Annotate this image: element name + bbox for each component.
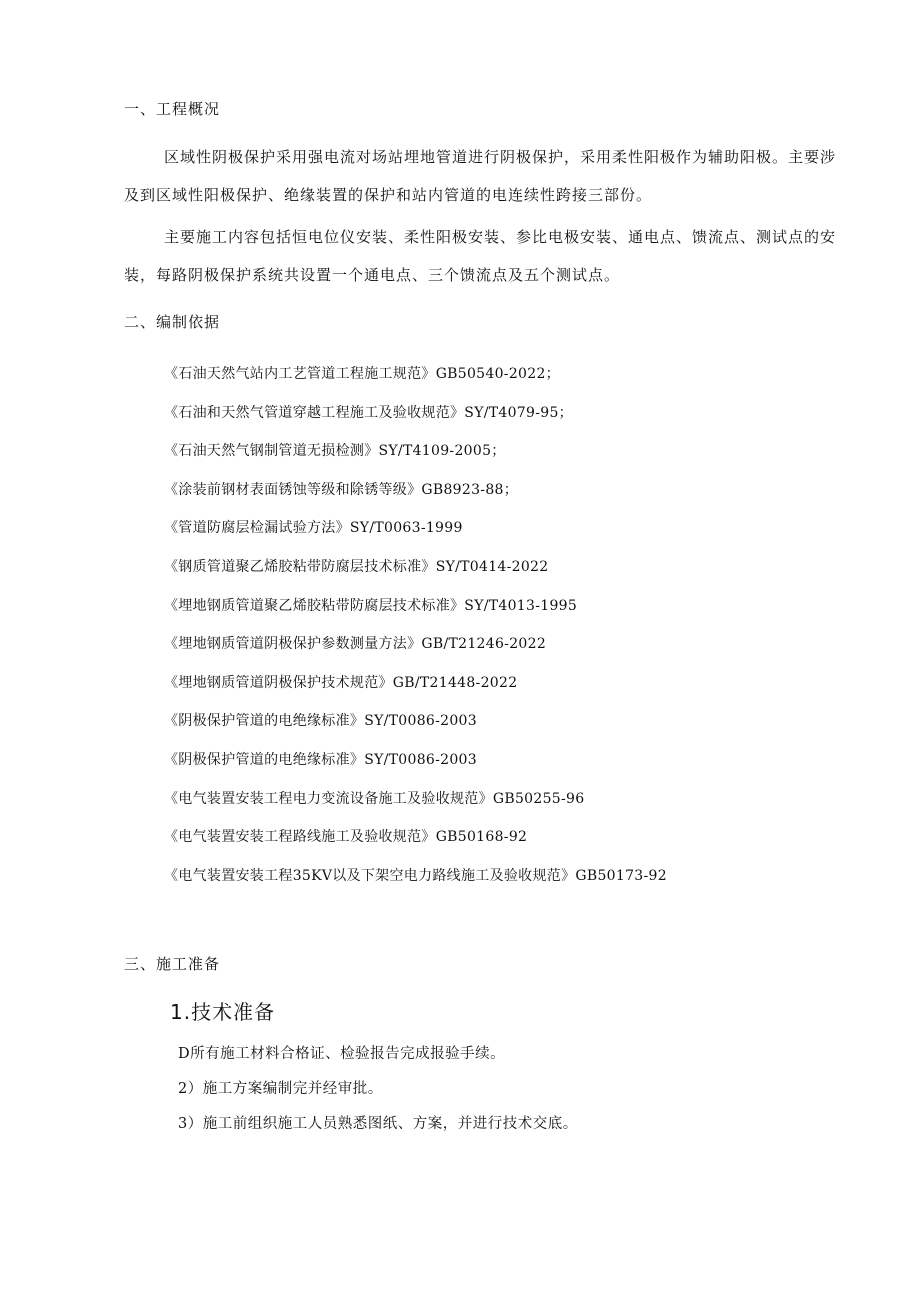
standard-item: 《埋地钢质管道聚乙烯胶粘带防腐层技术标准》SY/T4013-1995 [164,597,578,614]
standard-item: 《涂装前钢材表面锈蚀等级和除锈等级》GB8923-88； [164,481,519,498]
standard-item: 《电气装置安装工程路线施工及验收规范》GB50168-92 [164,829,528,846]
section-heading-overview: 一、工程概况 [124,100,221,118]
standard-item: 《电气装置安装工程电力变流设备施工及验收规范》GB50255-96 [164,790,585,807]
section-heading-basis: 二、编制依据 [124,313,221,331]
preparation-list [178,1037,578,1142]
standard-item: 《埋地钢质管道阴极保护参数测量方法》GB/T21246-2022 [164,636,547,653]
standard-item: 《管道防腐层检漏试验方法》SY/T0063-1999 [164,520,463,537]
preparation-item: 3）施工前组织施工人员熟悉图纸、方案，并进行技术交底。 [178,1116,578,1132]
preparation-item: D所有施工材料合格证、检验报告完成报验手续。 [178,1046,506,1062]
overview-paragraph-1: 区域性阴极保护采用强电流对场站埋地管道进行阴极保护，采用柔性阳极作为辅助阳极。主要涉及到区域性阳极保护、绝缘装置的保护和站内管道的电连续性跨接三部份。 [124,148,837,204]
standard-item: 《石油天然气站内工艺管道工程施工规范》GB50540-2022； [164,366,560,382]
standard-item: 《石油天然气钢制管道无损检测》SY/T4109-2005； [164,443,506,460]
section-heading-preparation: 三、施工准备 [124,955,221,973]
standard-item: 《阴极保护管道的电绝缘标准》SY/T0086-2003 [164,751,477,768]
standards-list [164,355,667,895]
standard-item: 《埋地钢质管道阴极保护技术规范》GB/T21448-2022 [164,674,518,691]
preparation-item: 2）施工方案编制完并经审批。 [178,1081,383,1097]
subheading-technical-preparation: 1.技术准备 [170,1000,276,1024]
standard-item: 《石油和天然气管道穿越工程施工及验收规范》SY/T4079-95； [164,404,573,421]
standard-item: 《电气装置安装工程35KV以及下架空电力路线施工及验收规范》GB50173-92 [164,867,667,884]
overview-paragraph-2: 主要施工内容包括恒电位仪安装、柔性阳极安装、参比电极安装、通电点、馈流点、测试点的安装，每路阴极保护系统共设置一个通电点、三个馈流点及五个测试点。 [124,228,837,284]
standard-item: 《钢质管道聚乙烯胶粘带防腐层技术标准》SY/T0414-2022 [164,558,549,575]
standard-item: 《阴极保护管道的电绝缘标准》SY/T0086-2003 [164,713,477,730]
